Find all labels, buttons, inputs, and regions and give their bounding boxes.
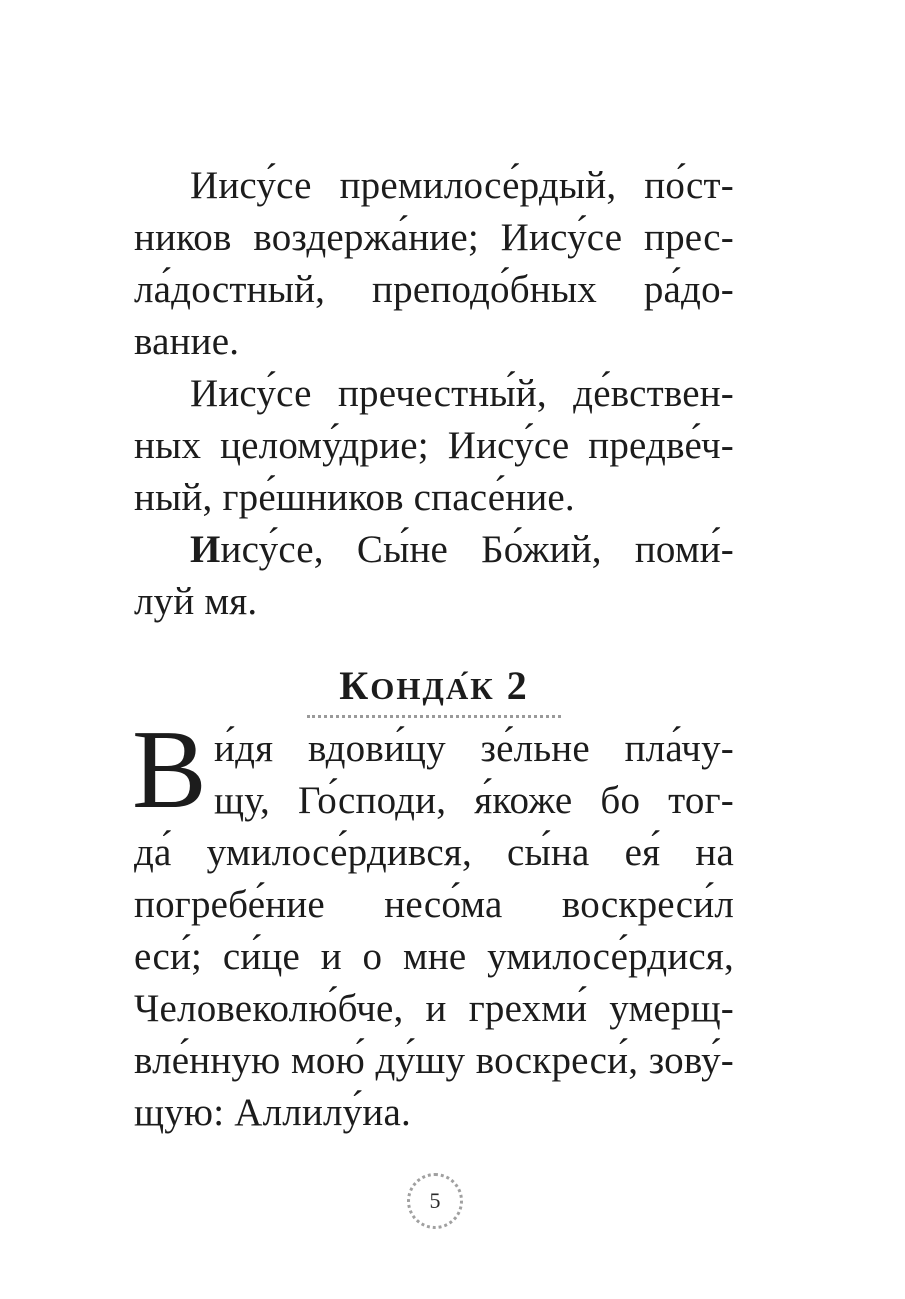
kontakion-line-5: еси́; си́це и о мне умилосе́рдися, [134, 935, 734, 978]
paragraph-1-line-4: вание. [134, 320, 240, 363]
heading-number: 2 [506, 663, 529, 708]
paragraph-2-line-1: Иису́се пречестны́й, де́вствен- [190, 372, 734, 415]
page-body [134, 0, 734, 1299]
kontakion-line-3: да́ умилосе́рдився, сы́на ея́ на [134, 831, 734, 874]
drop-cap: В [132, 708, 207, 832]
paragraph-1-line-3: ла́достный, преподо́бных ра́до- [134, 268, 734, 311]
heading-dotted-rule [307, 715, 561, 718]
paragraph-2-line-3: ный, гре́шников спасе́ние. [134, 476, 575, 519]
heading-rest: ОНДА́К [370, 671, 495, 706]
paragraph-1-line-1: Иису́се премилосе́рдый, по́ст- [190, 164, 734, 207]
heading-initial: К [339, 663, 371, 708]
kontakion-line-6: Человеколю́бче, и грехми́ умерщ- [134, 987, 734, 1030]
kontakion-line-7: вле́нную мою́ ду́шу воскреси́, зову́- [134, 1039, 734, 1082]
refrain-line-1 [190, 524, 734, 576]
kontakion-line-4: погребе́ние несо́ма воскреси́л [134, 883, 734, 926]
refrain-line-2: луй мя. [134, 580, 258, 623]
paragraph-1-line-2: ников воздержа́ние; Иису́се прес- [134, 216, 734, 259]
kontakion-line-8: щую: Аллилу́иа. [134, 1091, 411, 1134]
kontakion-line-2: щу, Го́споди, я́коже бо тог- [214, 779, 734, 822]
section-heading [134, 656, 734, 719]
refrain-initial: И [190, 528, 221, 571]
page-number: 5 [407, 1173, 463, 1229]
paragraph-2-line-2: ных целому́дрие; Иису́се предве́ч- [134, 424, 734, 467]
kontakion-line-1: и́дя вдови́цу зе́льне пла́чу- [214, 727, 734, 770]
refrain-line-1-text: ису́се, Сы́не Бо́жий, поми́- [220, 528, 734, 571]
